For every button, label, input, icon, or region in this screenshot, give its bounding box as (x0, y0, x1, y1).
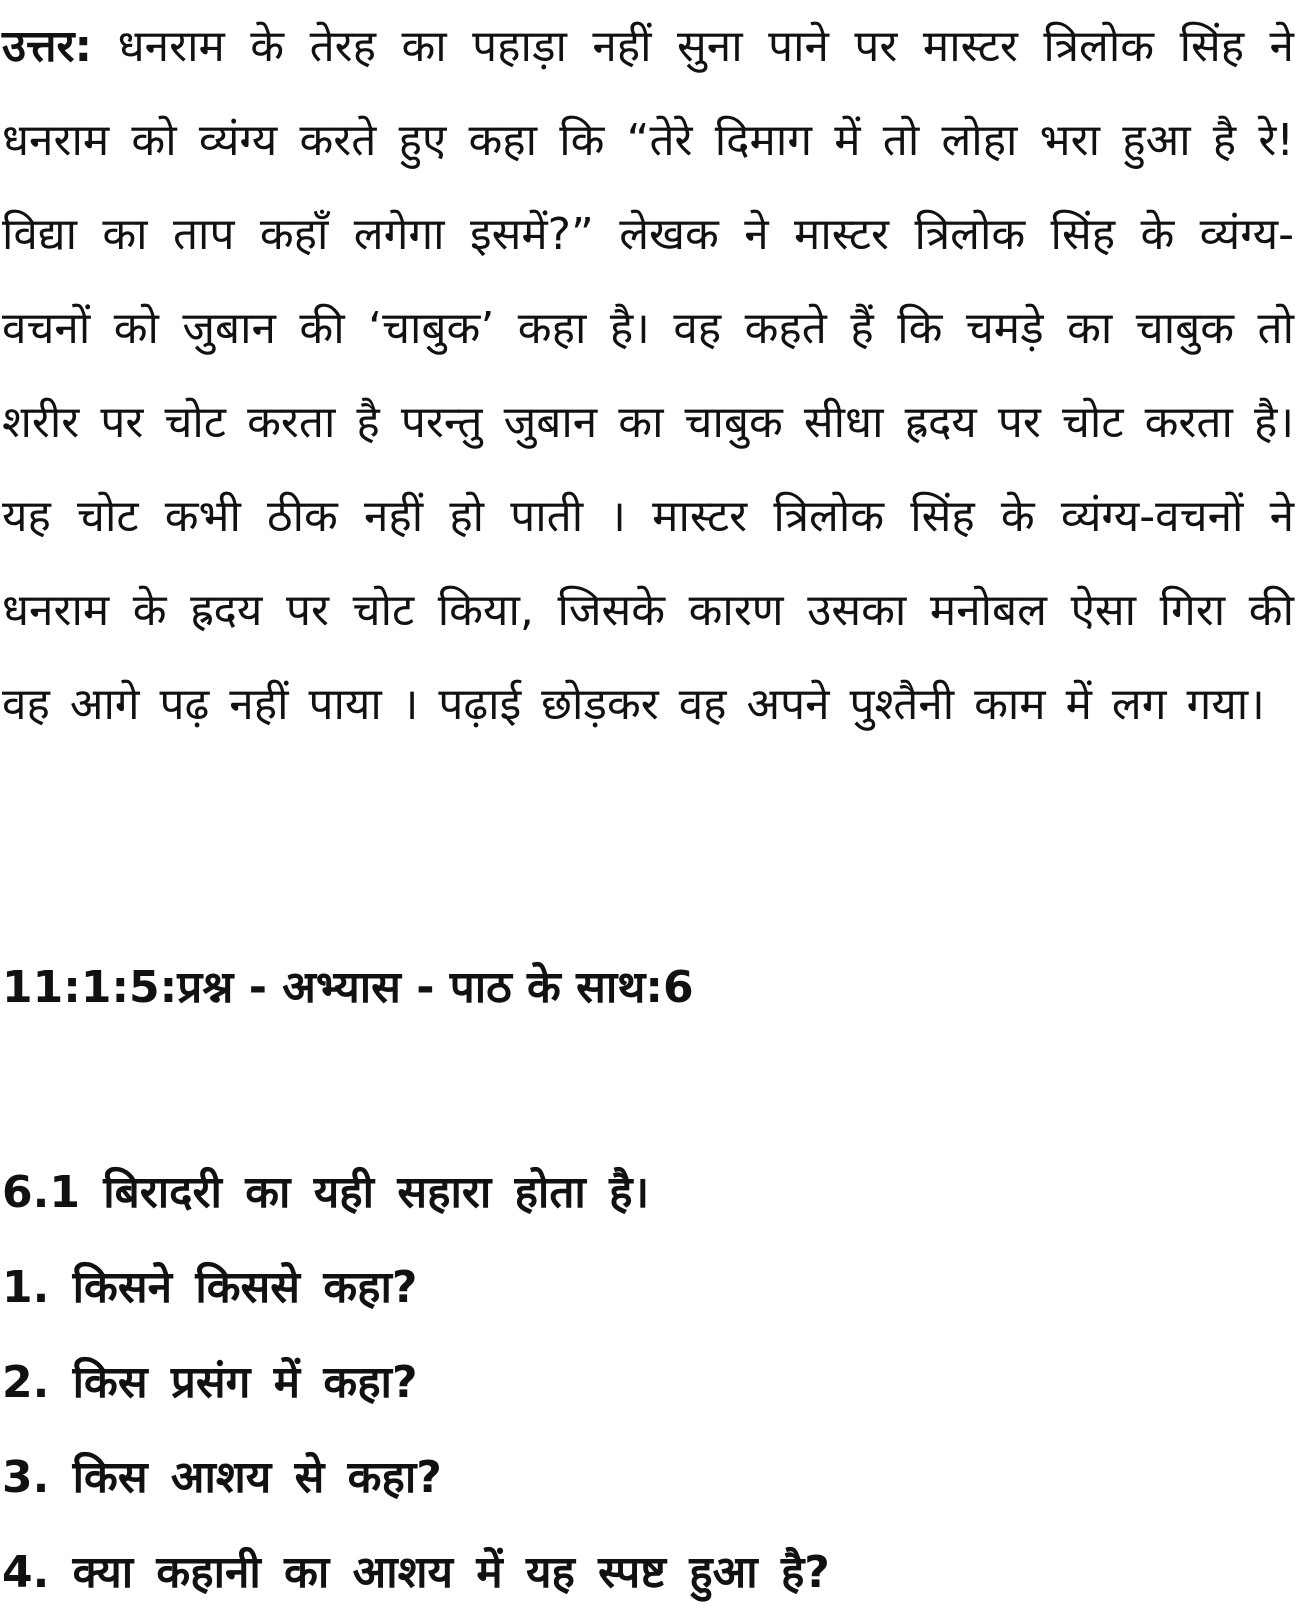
answer-paragraph (2, 0, 1294, 752)
section-heading: 11:1:5:प्रश्न - अभ्यास - पाठ के साथ:6 (2, 962, 694, 1013)
question-item-1: 1. किसने किससे कहा? (2, 1262, 418, 1313)
question-item-4: 4. क्या कहानी का आशय में यह स्पष्ट हुआ है? (2, 1547, 830, 1598)
question-item-3: 3. किस आशय से कहा? (2, 1452, 442, 1503)
question-title: 6.1 बिरादरी का यही सहारा होता है। (2, 1167, 650, 1218)
question-item-2: 2. किस प्रसंग में कहा? (2, 1357, 418, 1408)
answer-label: उत्तर: (2, 21, 93, 72)
answer-text: धनराम के तेरह का पहाड़ा नहीं सुना पाने पर मास्टर त्रिलोक सिंह ने धनराम को व्यंग्य करते हुए कहा कि “तेरे दिमाग में तो लोहा भरा हुआ है रे! विद्या का ताप कहाँ लगेगा इसमें?” लेखक ने मास्टर त्रिलोक सिंह के व्यंग्य-वचनों को जुबान की ‘चाबुक’ कहा है। वह कहते हैं कि चमड़े का चाबुक तो शरीर पर चोट करता है परन्तु जुबान का चाबुक सीधा ह्रदय पर चोट करता है। यह चोट कभी ठीक नहीं हो पाती । मास्टर त्रिलोक सिंह के व्यंग्य-वचनों ने धनराम के ह्रदय पर चोट किया, जिसके कारण उसका मनोबल ऐसा गिरा की वह आगे पढ़ नहीं पाया । पढ़ाई छोड़कर वह अपने पुश्तैनी काम में लग गया। (2, 21, 1294, 730)
